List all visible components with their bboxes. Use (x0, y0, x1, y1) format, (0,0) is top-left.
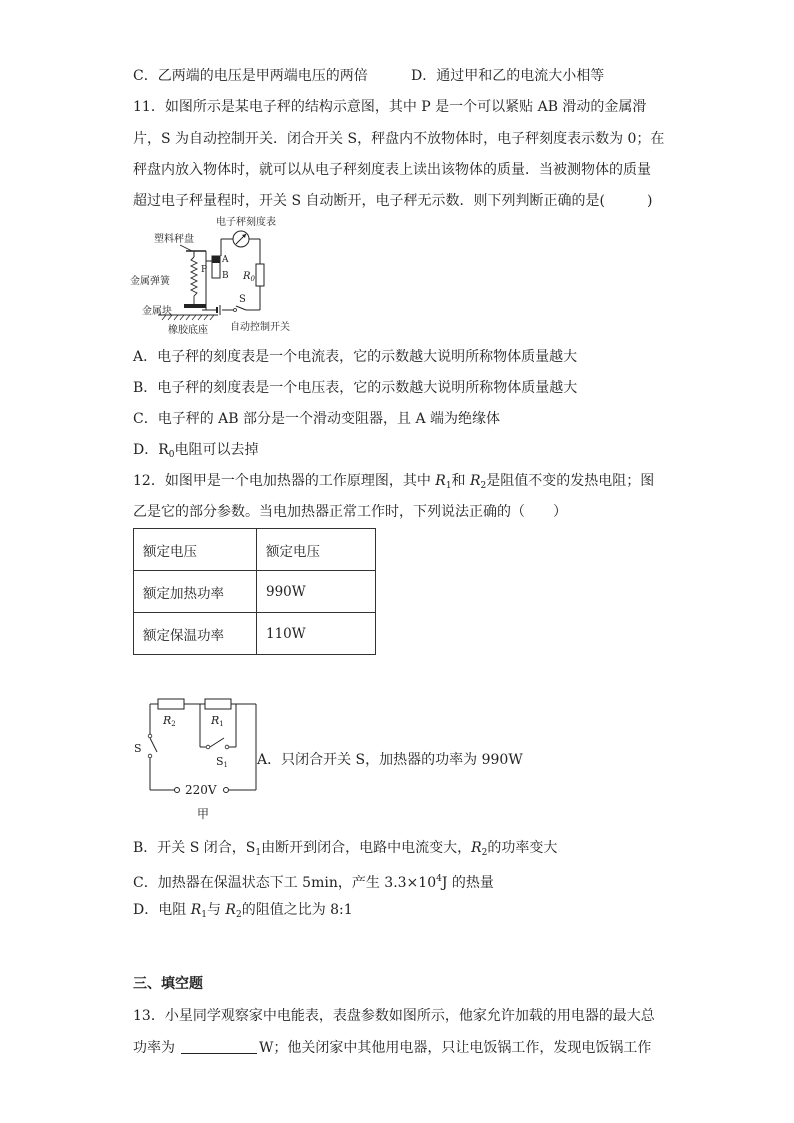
q11-stem-line-3: 秤盘内放入物体时，就可以从电子秤刻度表上读出该物体的质量．当被测物体的质量 (133, 162, 651, 178)
q12-label-voltage: 220V (185, 783, 217, 797)
q12-option-b-post: 的功率变大 (487, 840, 558, 856)
svg-text:S1 (216, 755, 228, 769)
table-cell: 额定加热功率 (134, 571, 257, 613)
q12-option-c[interactable] (133, 869, 494, 893)
q11-label-p: P (201, 265, 208, 275)
q12-stem-r2-sub: 2 (480, 481, 487, 491)
meter-icon (233, 231, 249, 247)
q12-label-r2: R (163, 714, 172, 727)
prev-option-c: C．乙两端的电压是甲两端电压的两倍 (133, 68, 368, 84)
q12-params-table (133, 528, 376, 655)
q11-option-c[interactable]: C．电子秤的 AB 部分是一个滑动变阻器，且 A 端为绝缘体 (133, 411, 501, 427)
q13-stem-line-1: 13．小星同学观察家中电能表，表盘参数如图所示，他家允许加载的用电器的最大总 (133, 1008, 655, 1024)
q11-label-switch: 自动控制开关 (230, 322, 290, 333)
q11-label-s: S (239, 294, 246, 305)
q12-heater-circuit (130, 692, 260, 824)
q11-option-d-post: 电阻可以去掉 (174, 442, 259, 458)
q11-stem-line-1: 11．如图所示是某电子秤的结构示意图，其中 P 是一个可以紧贴 AB 滑动的金属滑 (133, 99, 647, 115)
q12-option-d-r1: R (190, 902, 202, 918)
q13-stem-line-2 (133, 1038, 651, 1058)
table-cell: 110W (257, 613, 376, 655)
table-cell: 额定保温功率 (134, 613, 257, 655)
q12-option-a[interactable]: A．只闭合开关 S，加热器的功率为 990W (257, 752, 523, 768)
q12-option-d-r1-sub: 1 (201, 910, 207, 920)
q12-option-b-sub: 1 (255, 848, 262, 858)
q11-label-meter: 电子秤刻度表 (216, 217, 276, 228)
table-cell: 额定电压 (257, 529, 376, 571)
table-row (134, 613, 376, 655)
q13-stem-pre: 功率为 (133, 1040, 175, 1056)
prev-option-d: D．通过甲和乙的电流大小相等 (411, 68, 605, 84)
q12-stem-post: 是阻值不变的发热电阻；图 (486, 473, 655, 489)
q11-label-spring: 金属弹簧 (130, 276, 170, 287)
q12-stem-line-2: 乙是它的部分参数。当电加热器正常工作时，下列说法正确的（ ） (133, 504, 567, 520)
q12-resistor-r1 (205, 699, 231, 709)
q12-label-s1-sub: 1 (223, 761, 229, 769)
q12-stem-line-1 (133, 471, 654, 496)
q12-label-r1: R (211, 714, 220, 727)
q12-option-c-sup: 4 (436, 874, 442, 884)
q11-resistor-r0 (256, 264, 264, 286)
q12-stem-r1-sub: 1 (445, 481, 452, 491)
q11-label-base: 橡胶底座 (168, 325, 208, 336)
q13-answer-blank[interactable] (181, 1039, 257, 1054)
q12-stem-r1: R (435, 473, 446, 489)
q11-label-b: B (222, 271, 229, 281)
table-row (134, 529, 376, 571)
q12-label-caption: 甲 (197, 807, 210, 821)
table-row (134, 571, 376, 613)
q11-option-d[interactable] (133, 440, 259, 465)
table-cell: 额定电压 (134, 529, 257, 571)
q11-option-b[interactable]: B．电子秤的刻度表是一个电压表，它的示数越大说明所称物体质量越大 (133, 380, 578, 396)
q11-label-a: A (222, 255, 229, 265)
q12-label-r2-sub: 2 (171, 720, 176, 728)
q12-option-b-r-sub: 2 (481, 848, 488, 858)
q12-option-b[interactable] (133, 838, 557, 863)
q12-option-c-post: J 的热量 (441, 875, 494, 891)
q11-spring (191, 257, 197, 304)
q11-stem-line-2: 片，S 为自动控制开关．闭合开关 S，秤盘内不放物体时，电子秤刻度表示数为 0；在 (133, 131, 665, 147)
q12-option-d-r2: R (225, 902, 236, 918)
q12-option-d-r2-sub: 2 (235, 910, 242, 920)
q12-stem-r2: R (470, 473, 481, 489)
svg-text:R0 (242, 271, 256, 283)
svg-text:R1 (210, 714, 224, 728)
q12-stem-mid: 和 (451, 473, 470, 489)
table-cell: 990W (257, 571, 376, 613)
q11-label-block: 金属块 (142, 306, 172, 317)
q12-label-r1-sub: 1 (219, 720, 224, 728)
q11-label-pan: 塑料秤盘 (154, 234, 194, 245)
q12-option-b-mid: 由断开到闭合，电路中电流变大， (261, 840, 472, 856)
q11-label-r0-sub: 0 (250, 275, 255, 283)
q12-stem-pre: 12．如图甲是一个电加热器的工作原理图，其中 (133, 473, 436, 489)
q12-option-d-mid: 与 (206, 902, 226, 918)
q12-option-d[interactable] (133, 900, 353, 925)
q12-option-c-pre: C．加热器在保温状态下工 5min，产生 3.3×10 (133, 875, 437, 891)
q11-option-a[interactable]: A．电子秤的刻度表是一个电流表，它的示数越大说明所称物体质量越大 (133, 349, 578, 365)
q12-option-d-pre: D．电阻 (133, 902, 191, 918)
svg-text:R2 (162, 714, 176, 728)
q12-option-b-pre: B．开关 S 闭合，S (133, 840, 256, 856)
q12-label-s: S (134, 742, 142, 755)
q11-option-d-pre: D．R (133, 442, 169, 458)
q12-option-b-r: R (471, 840, 482, 856)
section-heading: 三、填空题 (133, 976, 203, 992)
q12-label-s1: S (216, 755, 224, 768)
q11-scale-diagram (128, 212, 318, 338)
q12-resistor-r2 (158, 699, 184, 709)
q13-stem-post: W；他关闭家中其他用电器，只让电饭锅工作，发现电饭锅工作 (259, 1040, 652, 1056)
q11-option-d-sub: 0 (168, 450, 175, 460)
q11-stem-line-4: 超过电子秤量程时，开关 S 自动断开，电子秤无示数．则下列判断正确的是( ) (133, 193, 653, 209)
q11-label-r0: R (243, 271, 251, 282)
q12-option-d-post: 的阻值之比为 8:1 (241, 902, 353, 918)
